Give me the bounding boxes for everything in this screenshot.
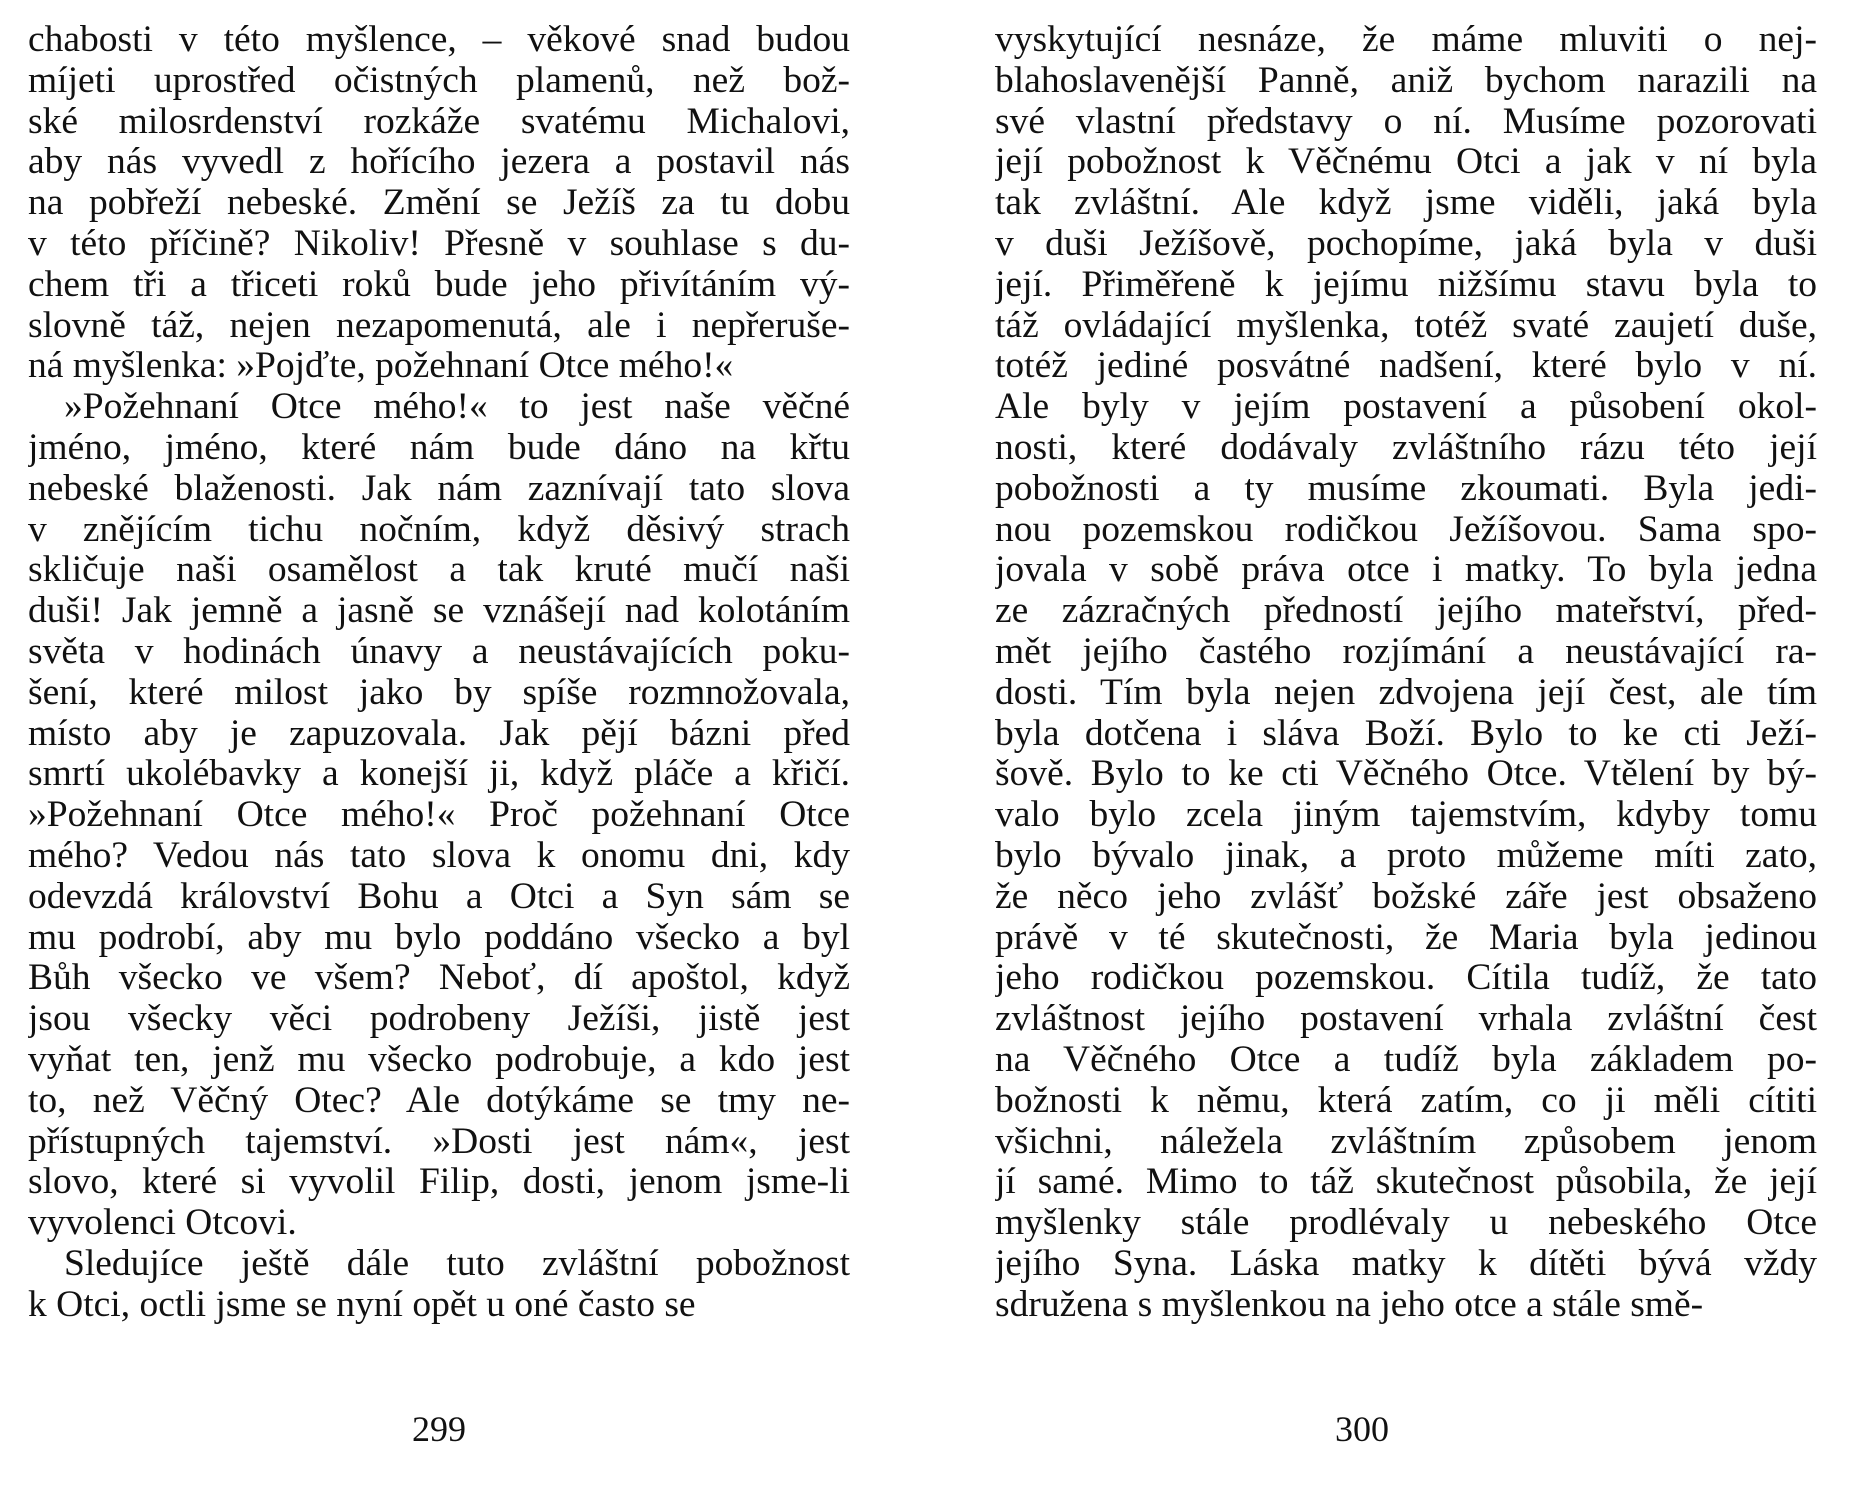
text-line: jovala v sobě práva otce i matky. To byla jedna: [995, 550, 1817, 591]
text-line: mého? Vedou nás tato slova k onomu dni, kdy: [28, 835, 850, 876]
right-page: [995, 20, 1835, 1460]
text-line: ské milosrdenství rozkáže svatému Michalovi,: [28, 101, 850, 142]
text-line: šení, které milost jako by spíše rozmnožovala,: [28, 672, 850, 713]
text-line: Bůh všecko ve všem? Neboť, dí apoštol, když: [28, 958, 850, 999]
text-line: jejího Syna. Láska matky k dítěti bývá vždy: [995, 1243, 1817, 1284]
text-line: míjeti uprostřed očistných plamenů, než bož-: [28, 60, 850, 101]
text-line: všichni, náležela zvláštním způsobem jenom: [995, 1121, 1817, 1162]
text-line: »Požehnaní Otce mého!« to jest naše věčné: [64, 387, 850, 428]
text-line: Sledujíce ještě dále tuto zvláštní pobožnost: [64, 1243, 850, 1284]
text-line: v této příčině? Nikoliv! Přesně v souhlase s du-: [28, 223, 850, 264]
text-line: k Otci, octli jsme se nyní opět u oné často se: [28, 1284, 696, 1325]
text-line: nosti, které dodávaly zvláštního rázu této její: [995, 427, 1817, 468]
text-line: jeho rodičkou pozemskou. Cítila tudíž, že tato: [995, 958, 1817, 999]
text-line: vyskytující nesnáze, že máme mluviti o nej-: [995, 20, 1817, 60]
text-line: to, než Věčný Otec? Ale dotýkáme se tmy ne-: [28, 1080, 850, 1121]
text-line: chem tři a třiceti roků bude jeho přivítáním vý-: [28, 264, 850, 305]
text-line: myšlenky stále prodlévaly u nebeského Otce: [995, 1203, 1817, 1244]
text-line: skličuje naši osamělost a tak kruté mučí naši: [28, 550, 850, 591]
text-line: zvláštnost jejího postavení vrhala zvláštní čest: [995, 999, 1817, 1040]
text-line: ná myšlenka: »Pojďte, požehnaní Otce mého!«: [28, 346, 734, 387]
text-line: šově. Bylo to ke cti Věčného Otce. Vtělení by bý-: [995, 754, 1817, 795]
left-page: [28, 20, 868, 1460]
text-line: aby nás vyvedl z hořícího jezera a postavil nás: [28, 142, 850, 183]
text-line: »Požehnaní Otce mého!« Proč požehnaní Otce: [28, 795, 850, 836]
left-page-text: [28, 20, 850, 1326]
text-line: valo bylo zcela jiným tajemstvím, kdyby tomu: [995, 795, 1817, 836]
text-line: nou pozemskou rodičkou Ježíšovou. Sama spo-: [995, 509, 1817, 550]
text-line: totéž jediné posvátné nadšení, které bylo v ní.: [995, 346, 1817, 387]
text-line: místo aby je zapuzovala. Jak pějí bázni před: [28, 713, 850, 754]
text-line: na pobřeží nebeské. Změní se Ježíš za tu dobu: [28, 183, 850, 224]
text-line: božnosti k němu, která zatím, co ji měli cítiti: [995, 1080, 1817, 1121]
text-line: blahoslavenější Panně, aniž bychom narazili na: [995, 60, 1817, 101]
text-line: že něco jeho zvlášť božské záře jest obsaženo: [995, 876, 1817, 917]
text-line: chabosti v této myšlence, – věkové snad budou: [28, 20, 850, 60]
text-line: odevzdá království Bohu a Otci a Syn sám se: [28, 876, 850, 917]
text-line: slovně táž, nejen nezapomenutá, ale i nepřeruše-: [28, 305, 850, 346]
text-line: vyvolenci Otcovi.: [28, 1203, 297, 1244]
text-line: tak zvláštní. Ale když jsme viděli, jaká byla: [995, 183, 1817, 224]
text-line: bylo bývalo jinak, a proto můžeme míti zato,: [995, 835, 1817, 876]
text-line: nebeské blaženosti. Jak nám zaznívají tato slova: [28, 468, 850, 509]
right-page-text: [995, 20, 1817, 1326]
left-page-number: 299: [412, 1409, 466, 1449]
text-line: sdružena s myšlenkou na jeho otce a stále smě-: [995, 1284, 1704, 1325]
text-line: ze zázračných předností jejího mateřství, před-: [995, 591, 1817, 632]
text-line: táž ovládající myšlenka, totéž svaté zaujetí duše,: [995, 305, 1817, 346]
text-line: její pobožnost k Věčnému Otci a jak v ní byla: [995, 142, 1817, 183]
text-line: přístupných tajemství. »Dosti jest nám«, jest: [28, 1121, 850, 1162]
text-line: jí samé. Mimo to táž skutečnost působila, že její: [995, 1162, 1817, 1203]
text-line: dosti. Tím byla nejen zdvojena její čest, ale tím: [995, 672, 1817, 713]
text-line: jméno, jméno, které nám bude dáno na křtu: [28, 427, 850, 468]
text-line: právě v té skutečnosti, že Maria byla jedinou: [995, 917, 1817, 958]
text-line: v znějícím tichu nočním, když děsivý strach: [28, 509, 850, 550]
text-line: na Věčného Otce a tudíž byla základem po-: [995, 1039, 1817, 1080]
text-line: byla dotčena i sláva Boží. Bylo to ke cti Ježí-: [995, 713, 1817, 754]
right-page-number: 300: [1335, 1409, 1389, 1449]
text-line: smrtí ukolébavky a konejší ji, když pláče a křičí.: [28, 754, 850, 795]
text-line: mu podrobí, aby mu bylo poddáno všecko a byl: [28, 917, 850, 958]
text-line: Ale byly v jejím postavení a působení okol-: [995, 387, 1817, 428]
text-line: slovo, které si vyvolil Filip, dosti, jenom jsme-li: [28, 1162, 850, 1203]
text-line: své vlastní představy o ní. Musíme pozorovati: [995, 101, 1817, 142]
text-line: mět jejího častého rozjímání a neustávající ra-: [995, 631, 1817, 672]
text-line: duši! Jak jemně a jasně se vznášejí nad kolotáním: [28, 591, 850, 632]
text-line: světa v hodinách únavy a neustávajících poku-: [28, 631, 850, 672]
text-line: v duši Ježíšově, pochopíme, jaká byla v duši: [995, 223, 1817, 264]
text-line: jsou všecky věci podrobeny Ježíši, jistě jest: [28, 999, 850, 1040]
text-line: její. Přiměřeně k jejímu nižšímu stavu byla to: [995, 264, 1817, 305]
text-line: vyňat ten, jenž mu všecko podrobuje, a kdo jest: [28, 1039, 850, 1080]
text-line: pobožnosti a ty musíme zkoumati. Byla jedi-: [995, 468, 1817, 509]
